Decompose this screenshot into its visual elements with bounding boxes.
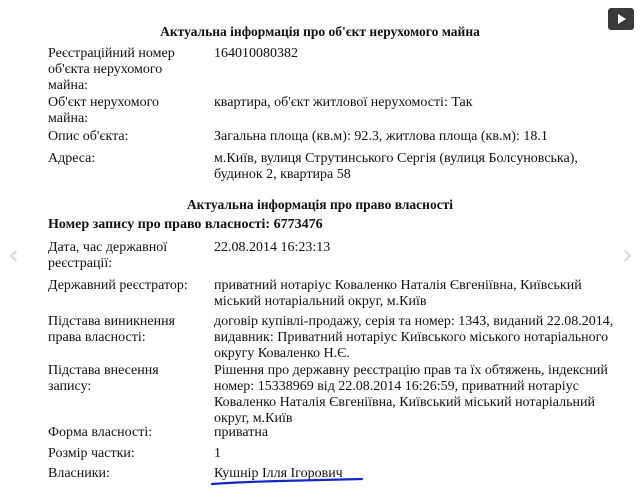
registration-date-value: 22.08.2014 16:23:13	[214, 240, 331, 255]
object-section-title: Актуальна інформація про об'єкт нерухомого майна	[160, 24, 480, 39]
prev-arrow-icon[interactable]: ‹	[8, 238, 20, 271]
share-size-label: Розмір частки:	[48, 446, 135, 461]
registration-number-label: Реєстраційний номер об'єкта нерухомого майна:	[48, 46, 175, 93]
ownership-form-value: приватна	[214, 425, 269, 440]
owners-label: Власники:	[48, 466, 110, 481]
underline-stroke	[212, 479, 362, 484]
object-description-label: Опис об'єкта:	[48, 129, 129, 144]
object-type-label: Об'єкт нерухомого майна:	[48, 95, 159, 126]
ownership-form-label: Форма власності:	[48, 425, 153, 440]
address-value: м.Київ, вулиця Струтинського Сергія (вулиця Болсуновська), будинок 2, квартира 58	[214, 151, 578, 182]
share-size-value: 1	[214, 446, 221, 461]
owners-value: Кушнір Ілля Ігорович	[214, 466, 343, 481]
ownership-basis-value: договір купівлі-продажу, серія та номер: 1343, виданий 22.08.2014, видавник: Приватний нотаріус Київського міського нотаріального округу Коваленко Н.Є.	[214, 314, 614, 361]
address-label: Адреса:	[48, 151, 96, 166]
entry-basis-value: Рішення про державну реєстрацію прав та їх обтяжень, індексний номер: 15338969 від 22.08.2014 16:26:59, приватний нотаріус Коваленко Наталія Євгеніївна, Київський міський нотаріальний округ, м.Київ	[214, 363, 608, 426]
ownership-record-number: Номер запису про право власності: 6773476	[48, 217, 323, 232]
entry-basis-label: Підстава внесення запису:	[48, 363, 159, 394]
next-arrow-icon[interactable]: ›	[622, 238, 634, 271]
registration-number-value: 164010080382	[214, 46, 298, 61]
ownership-section-title: Актуальна інформація про право власності	[186, 197, 454, 212]
object-type-value: квартира, об'єкт житлової нерухомості: Так	[214, 95, 473, 110]
registration-date-label: Дата, час державної реєстрації:	[48, 240, 168, 271]
object-description-value: Загальна площа (кв.м): 92.3, житлова площа (кв.м): 18.1	[214, 129, 548, 144]
registrar-label: Державний реєстратор:	[48, 278, 188, 293]
registrar-value: приватний нотаріус Коваленко Наталія Євгеніївна, Київський міський нотаріальний округ, м.Київ	[214, 278, 582, 309]
ownership-basis-label: Підстава виникнення права власності:	[48, 314, 175, 345]
